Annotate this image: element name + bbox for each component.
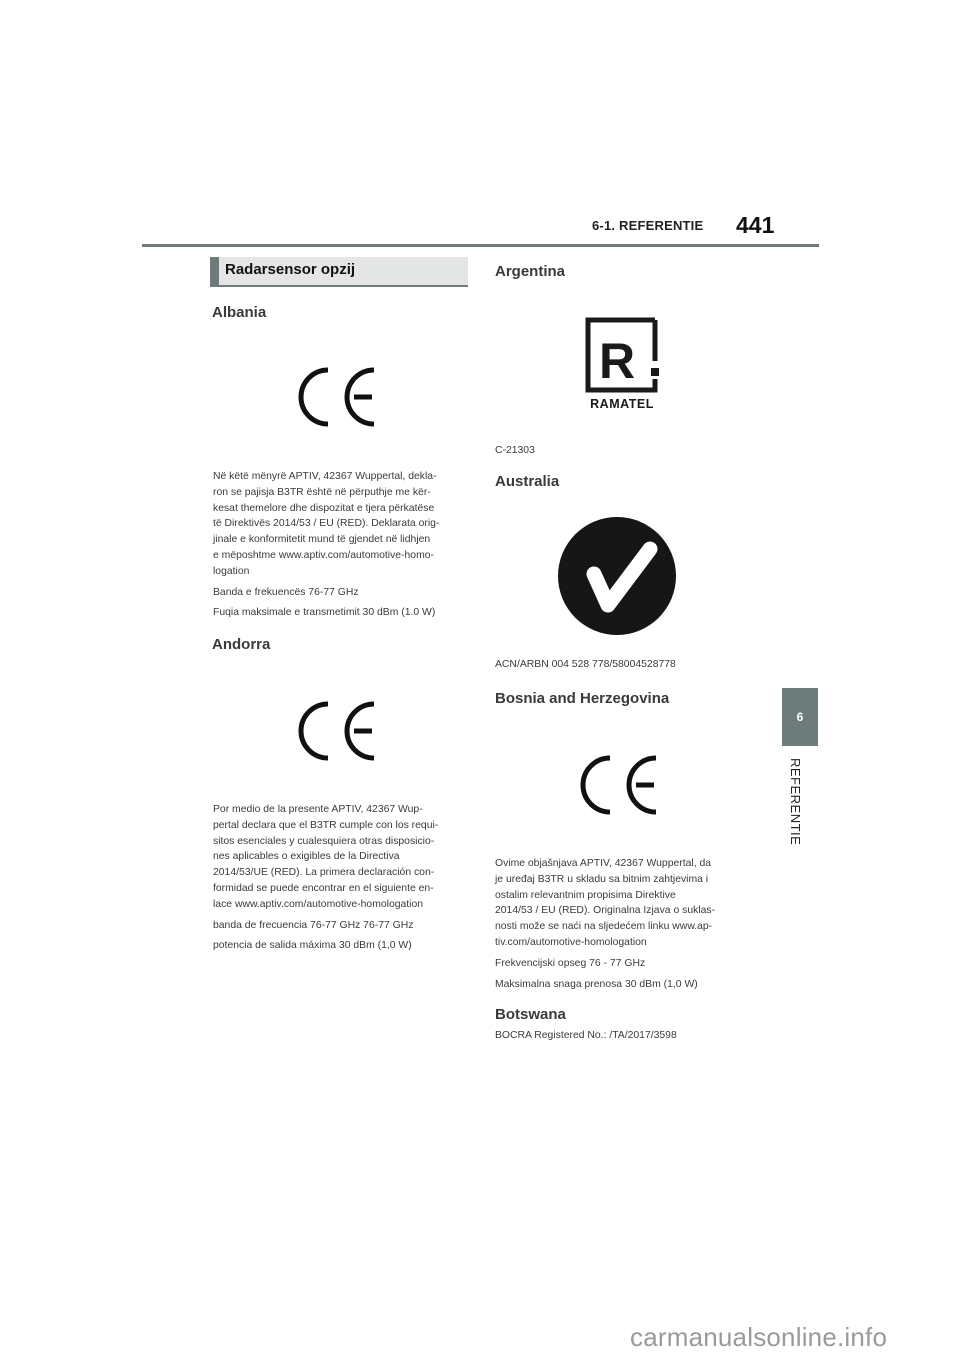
header-divider [142,244,819,247]
text-line: je uređaj B3TR u skladu sa bitnim zahtjevima i [495,873,709,885]
text-line: lace www.aptiv.com/automotive-homologation [213,898,424,910]
heading-albania: Albania [212,304,267,321]
text-line: nes aplicables o exigibles de la Directiva [213,851,400,863]
section-banner [210,257,468,287]
botswana-code: BOCRA Registered No.: /TA/2017/3598 [495,1030,677,1041]
page-number: 441 [736,212,775,238]
argentina-code: C-21303 [495,445,535,456]
text-line: 2014/53 / EU (RED). Originalna Izjava o suklas- [495,905,716,917]
text-line: sitos esenciales y cualesquiera otras disposicio- [213,835,435,847]
heading-argentina: Argentina [495,263,566,280]
banner-title: Radarsensor opzij [225,261,356,278]
bosnia-declaration [495,856,757,992]
text-line: tiv.com/automotive-homologation [495,936,647,948]
albania-declaration [213,469,475,621]
text-line: e mëposhtme www.aptiv.com/automotive-homo- [213,549,434,561]
heading-australia: Australia [495,473,560,490]
bosnia-frequency: Frekvencijski opseg 76 - 77 GHz [495,957,646,969]
andorra-declaration [213,802,475,954]
heading-andorra: Andorra [212,636,271,653]
ramatel-wordmark: RAMATEL [590,397,654,411]
bosnia-power: Maksimalna snaga prenosa 30 dBm (1,0 W) [495,978,698,990]
chapter-number: 6 [796,710,804,724]
ramatel-frame-icon [585,317,659,393]
text-line: Ovime objašnjava APTIV, 42367 Wuppertal, da [495,858,712,869]
text-line: kesat themelore dhe dispozitat e tjera përkatëse [213,502,435,514]
heading-botswana: Botswana [495,1006,566,1023]
andorra-power: potencia de salida máxima 30 dBm (1,0 W) [213,940,412,952]
albania-frequency: Banda e frekuencës 76-77 GHz [213,586,359,598]
australia-code: ACN/ARBN 004 528 778/58004528778 [495,659,676,670]
text-line: formidad se puede encontrar en el siguiente en- [213,882,434,894]
text-line: nosti može se naći na sljedećem linku www.ap- [495,921,713,933]
text-line: jinale e konformitetit mund të gjendet në lidhjen [213,534,431,546]
text-line: ron se pajisja B3TR është në përputhje me kër- [213,486,431,498]
andorra-frequency: banda de frecuencia 76-77 GHz 76-77 GHz [213,919,414,931]
text-line: Në këtë mënyrë APTIV, 42367 Wuppertal, dekla- [213,471,437,482]
ramatel-logo-icon [585,317,659,413]
rcm-checkmark-icon [558,517,676,635]
ce-mark-icon [294,366,380,428]
ce-mark-icon [576,754,662,816]
text-line: ostalim relevantnim propisima Direktive [495,889,676,901]
text-line: Por medio de la presente APTIV, 42367 Wup- [213,804,423,815]
section-reference: 6-1. REFERENTIE [592,218,704,233]
chapter-label: REFERENTIE [788,758,803,846]
svg-text:R: R [599,333,636,389]
watermark: carmanualsonline.info [630,1322,888,1352]
chapter-tab [782,688,818,746]
text-line: logation [213,565,250,577]
heading-bosnia: Bosnia and Herzegovina [495,690,670,707]
ce-mark-icon [294,700,380,762]
albania-power: Fuqia maksimale e transmetimit 30 dBm (1.0 W) [213,607,436,619]
page-header [0,0,960,250]
text-line: pertal declara que el B3TR cumple con los requi- [213,819,439,831]
text-line: 2014/53/UE (RED). La primera declaración con- [213,867,435,879]
text-line: të Direktivës 2014/53 / EU (RED). Deklarata orig- [213,518,440,530]
